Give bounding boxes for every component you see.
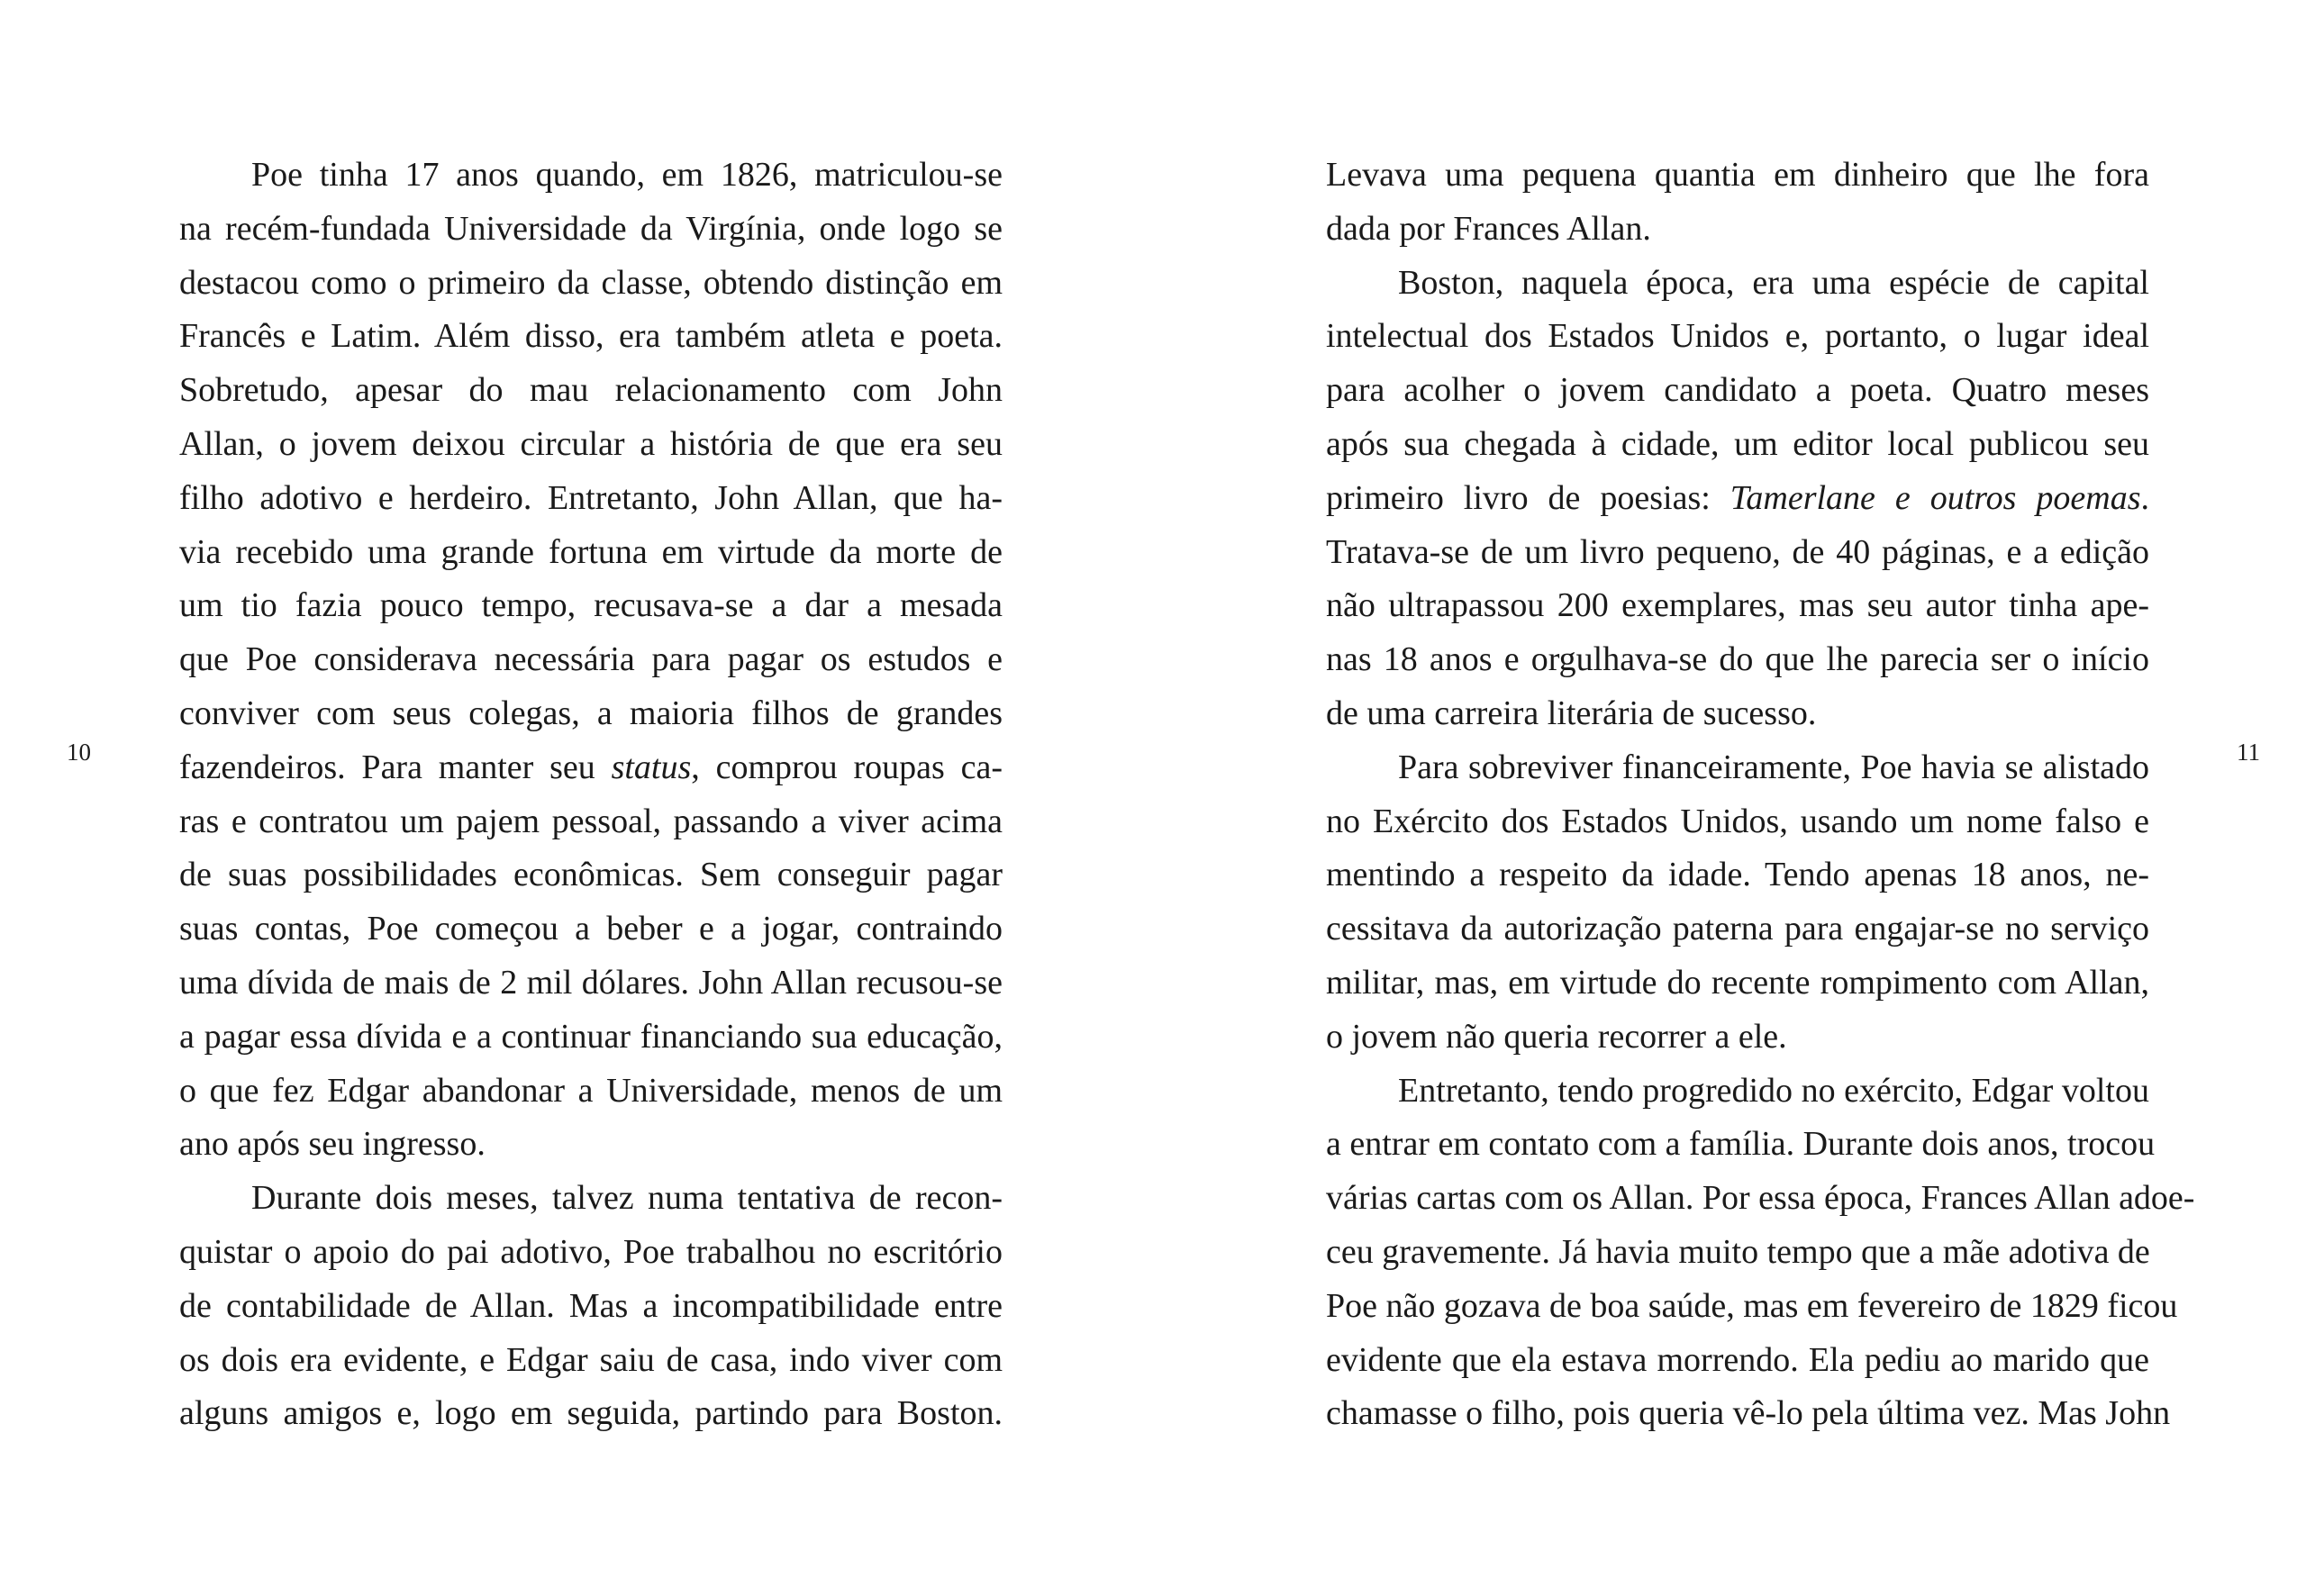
text-line: suas contas, Poe começou a beber e a jogar, contraindo [179,910,1003,948]
text-line: militar, mas, em virtude do recente rompimento com Allan, [1326,963,2149,1002]
text-line: Francês e Latim. Além disso, era também atleta e poeta. [179,317,1003,356]
text-line: não ultrapassou 200 exemplares, mas seu autor tinha ape- [1326,586,2149,625]
right-page [1153,0,2306,1596]
text-line: evidente que ela estava morrendo. Ela pediu ao marido que [1326,1340,2149,1379]
text-line: os dois era evidente, e Edgar saiu de casa, indo viver com [179,1340,1003,1379]
text-line: o jovem não queria recorrer a ele. [1326,1017,1787,1056]
text-line: intelectual dos Estados Unidos e, portanto, o lugar ideal [1326,317,2149,356]
text-line: nas 18 anos e orgulhava-se do que lhe parecia ser o início [1326,640,2149,679]
text-line: a pagar essa dívida e a continuar financiando sua educação, [179,1017,1003,1056]
text-line: Sobretudo, apesar do mau relacionamento com John [179,371,1003,410]
text-line: uma dívida de mais de 2 mil dólares. John Allan recusou-se [179,963,1003,1002]
text-line: que Poe considerava necessária para pagar os estudos e [179,640,1003,679]
text-line: após sua chegada à cidade, um editor local publicou seu [1326,424,2149,463]
right-page-text [1326,149,2195,1441]
text-line: alguns amigos e, logo em seguida, partindo para Boston. [179,1394,1003,1433]
text-line: destacou como o primeiro da classe, obtendo distinção em [179,263,1003,302]
text-line: de suas possibilidades econômicas. Sem conseguir pagar [179,856,1003,894]
text-line: fazendeiros. Para manter seu status, comprou roupas ca- [179,748,1003,786]
text-line: o que fez Edgar abandonar a Universidade, menos de um [179,1071,1003,1110]
text-line: no Exército dos Estados Unidos, usando um nome falso e [1326,802,2149,840]
text-line: para acolher o jovem candidato a poeta. Quatro meses [1326,371,2149,410]
text-line: mentindo a respeito da idade. Tendo apenas 18 anos, ne- [1326,856,2149,894]
text-line: ras e contratou um pajem pessoal, passando a viver acima [179,802,1003,840]
text-line: ano após seu ingresso. [179,1125,486,1164]
text-line: Entretanto, tendo progredido no exército, Edgar voltou [1398,1071,2149,1110]
text-line: primeiro livro de poesias: Tamerlane e outros poemas. [1326,478,2149,517]
left-page-text [179,149,1003,1441]
text-line: via recebido uma grande fortuna em virtude da morte de [179,532,1003,571]
text-line: Durante dois meses, talvez numa tentativa de recon- [251,1179,1003,1218]
page-number: 10 [67,739,91,766]
text-line: na recém-fundada Universidade da Virgínia, onde logo se [179,209,1003,248]
text-line: chamasse o filho, pois queria vê-lo pela última vez. Mas John [1326,1394,2171,1433]
text-line: cessitava da autorização paterna para engajar-se no serviço [1326,910,2149,948]
text-line: Poe tinha 17 anos quando, em 1826, matriculou-se [251,156,1003,194]
text-line: conviver com seus colegas, a maioria filhos de grandes [179,694,1003,732]
text-line: a entrar em contato com a família. Durante dois anos, trocou [1326,1125,2156,1164]
text-line: Allan, o jovem deixou circular a história de que era seu [179,424,1003,463]
text-line: Para sobreviver financeiramente, Poe havia se alistado [1398,748,2149,786]
page-number: 11 [2237,739,2260,766]
text-line: quistar o apoio do pai adotivo, Poe trabalhou no escritório [179,1232,1003,1271]
text-line: de contabilidade de Allan. Mas a incompatibilidade entre [179,1286,1003,1325]
text-line: Tratava-se de um livro pequeno, de 40 páginas, e a edição [1326,532,2149,571]
text-line: Levava uma pequena quantia em dinheiro que lhe fora [1326,156,2149,194]
text-line: dada por Frances Allan. [1326,209,1651,248]
text-line: Poe não gozava de boa saúde, mas em fevereiro de 1829 ficou [1326,1286,2178,1325]
text-line: um tio fazia pouco tempo, recusava-se a dar a mesada [179,586,1003,625]
text-line: filho adotivo e herdeiro. Entretanto, John Allan, que ha- [179,478,1003,517]
text-line: de uma carreira literária de sucesso. [1326,694,1817,732]
text-line: Boston, naquela época, era uma espécie de capital [1398,263,2149,302]
text-line: várias cartas com os Allan. Por essa época, Frances Allan adoe- [1326,1179,2195,1218]
text-line: ceu gravemente. Já havia muito tempo que a mãe adotiva de [1326,1232,2150,1271]
